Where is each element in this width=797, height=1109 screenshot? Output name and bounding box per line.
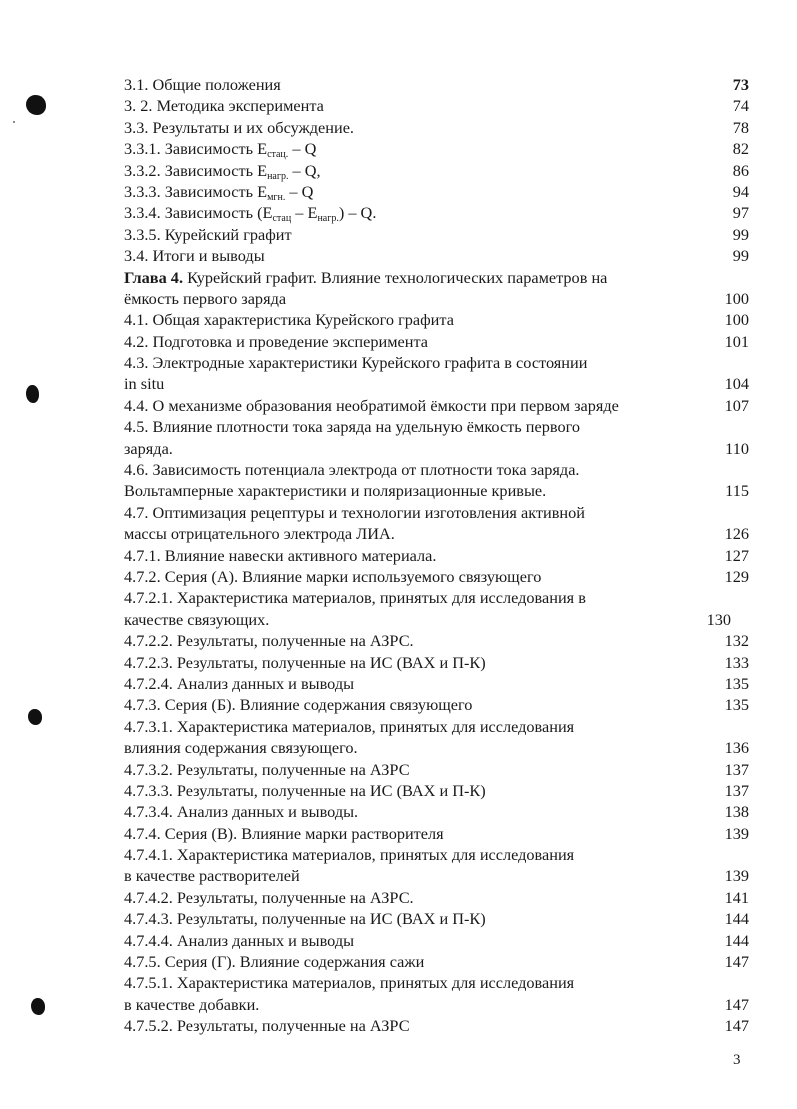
toc-entry-title: 4.7.5.1. Характеристика материалов, принятых для исследования bbox=[124, 973, 575, 993]
toc-entry-title: 4.6. Зависимость потенциала электрода от плотности тока заряда. bbox=[124, 460, 580, 480]
toc-entry-page: 97 bbox=[732, 203, 749, 223]
toc-entry-title: качестве связующих. bbox=[124, 609, 270, 629]
toc-entry-page: 139 bbox=[724, 866, 749, 886]
toc-entry-title: в качестве растворителей bbox=[124, 866, 300, 886]
toc-entry bbox=[124, 865, 749, 886]
toc-entry-title: 4.7.4.2. Результаты, полученные на АЗРС. bbox=[124, 887, 414, 907]
toc-entry-title: 4.5. Влияние плотности тока заряда на удельную ёмкость первого bbox=[124, 417, 581, 437]
scan-speck bbox=[13, 121, 15, 123]
toc-entry-title: Вольтамперные характеристики и поляризационные кривые. bbox=[124, 481, 547, 501]
toc-entry-title bbox=[124, 181, 313, 202]
toc-entry-page: 147 bbox=[724, 994, 749, 1014]
toc-entry-page: 115 bbox=[725, 481, 749, 501]
toc-entry bbox=[124, 930, 749, 951]
toc-chapter-heading bbox=[124, 267, 749, 288]
toc-entry-title: 4.7.3.1. Характеристика материалов, принятых для исследования bbox=[124, 716, 575, 736]
page-number: 3 bbox=[733, 1052, 741, 1068]
toc-entry bbox=[124, 844, 749, 865]
toc-entry bbox=[124, 438, 749, 459]
toc-entry bbox=[124, 331, 749, 352]
toc-entry-page: 104 bbox=[724, 374, 749, 394]
title-text: – Q, bbox=[288, 160, 321, 180]
title-text: – Q bbox=[288, 139, 317, 159]
toc-entry bbox=[124, 95, 749, 116]
toc-entry-title: 4.7.1. Влияние навески активного материала. bbox=[124, 545, 437, 565]
toc-entry bbox=[124, 566, 749, 587]
subscript: мгн. bbox=[267, 191, 286, 203]
toc-entry-page: 100 bbox=[724, 288, 749, 308]
toc-entry bbox=[124, 138, 749, 159]
toc-entry bbox=[124, 202, 749, 223]
toc-entry bbox=[124, 160, 749, 181]
toc-entry-page: 100 bbox=[724, 310, 749, 330]
toc-entry-page: 94 bbox=[732, 181, 749, 201]
toc-entry-title: 4.2. Подготовка и проведение эксперимента bbox=[124, 331, 429, 351]
toc-entry bbox=[124, 117, 749, 138]
toc-entry bbox=[124, 288, 749, 309]
toc-entry bbox=[124, 416, 749, 437]
toc-entry-page: 147 bbox=[724, 952, 749, 972]
toc-entry-page: 73 bbox=[732, 75, 749, 94]
toc-entry-title: 4.7.2.2. Результаты, полученные на АЗРС. bbox=[124, 631, 414, 651]
toc-entry-title: 4.7.3.2. Результаты, полученные на АЗРС bbox=[124, 759, 410, 779]
toc-entry-title: заряда. bbox=[124, 438, 173, 458]
toc-entry-title: в качестве добавки. bbox=[124, 994, 260, 1014]
toc-entry-title: 4.7. Оптимизация рецептуры и технологии изготовления активной bbox=[124, 502, 585, 522]
toc-entry-page: 136 bbox=[724, 738, 749, 758]
toc-entry-title: 4.1. Общая характеристика Курейского графита bbox=[124, 310, 454, 330]
toc-entry-page: 129 bbox=[724, 566, 749, 586]
title-text: 3.3.3. Зависимость E bbox=[124, 181, 268, 201]
subscript: нагр. bbox=[267, 170, 289, 182]
toc-entry bbox=[124, 823, 749, 844]
binder-hole-mark bbox=[28, 709, 42, 725]
toc-entry-title: 3.3. Результаты и их обсуждение. bbox=[124, 117, 354, 137]
toc-entry bbox=[124, 716, 749, 737]
binder-hole-mark bbox=[26, 95, 46, 115]
toc-entry bbox=[124, 1015, 749, 1036]
toc-entry-page: 133 bbox=[724, 652, 749, 672]
toc-entry-title: ёмкость первого заряда bbox=[124, 288, 287, 308]
toc-entry bbox=[124, 523, 749, 544]
toc-entry-title: 3.1. Общие положения bbox=[124, 75, 281, 94]
toc-entry-title: 4.7.2.4. Анализ данных и выводы bbox=[124, 673, 355, 693]
toc-entry bbox=[124, 74, 749, 95]
toc-entry-title: 4.7.5.2. Результаты, полученные на АЗРС bbox=[124, 1016, 410, 1036]
title-text: – E bbox=[291, 203, 318, 223]
toc-entry-page: 147 bbox=[724, 1016, 749, 1036]
toc-entry bbox=[124, 609, 749, 630]
title-text: 3.3.2. Зависимость E bbox=[124, 160, 268, 180]
toc-entry-title: 4.7.2.3. Результаты, полученные на ИС (ВАХ и П-К) bbox=[124, 652, 486, 672]
toc-entry-title: 4.7.5. Серия (Г). Влияние содержания сажи bbox=[124, 952, 425, 972]
toc-entry-page: 126 bbox=[724, 524, 749, 544]
toc-entry bbox=[124, 908, 749, 929]
toc-entry-title: 3.4. Итоги и выводы bbox=[124, 246, 265, 266]
toc-entry-title: 4.7.3. Серия (Б). Влияние содержания связующего bbox=[124, 695, 473, 715]
title-text: ) – Q. bbox=[338, 203, 377, 223]
toc-entry-title: in situ bbox=[124, 374, 165, 394]
toc-entry-page: 138 bbox=[724, 802, 749, 822]
title-text: 3.3.1. Зависимость E bbox=[124, 139, 268, 159]
toc-entry-page: 110 bbox=[725, 438, 749, 458]
toc-entry bbox=[124, 480, 749, 501]
toc-entry-page: 82 bbox=[732, 139, 749, 159]
toc-entry bbox=[124, 245, 749, 266]
toc-entry bbox=[124, 395, 749, 416]
toc-entry-title: массы отрицательного электрода ЛИА. bbox=[124, 524, 395, 544]
toc-entry-title: влияния содержания связующего. bbox=[124, 738, 358, 758]
subscript: стац. bbox=[267, 149, 289, 161]
toc-entry bbox=[124, 545, 749, 566]
toc-entry-page: 135 bbox=[724, 695, 749, 715]
toc-entry-page: 107 bbox=[724, 395, 749, 415]
toc-entry-page: 99 bbox=[732, 224, 749, 244]
subscript: нагр. bbox=[317, 213, 339, 225]
title-text: – Q bbox=[285, 181, 314, 201]
toc-entry-page: 137 bbox=[724, 759, 749, 779]
chapter-label: Глава 4. bbox=[124, 267, 184, 287]
toc-entry-page: 144 bbox=[724, 930, 749, 950]
toc-entry-page: 86 bbox=[732, 160, 749, 180]
toc-entry bbox=[124, 972, 749, 993]
toc-entry-page: 101 bbox=[724, 331, 749, 351]
table-of-contents bbox=[124, 74, 749, 1037]
toc-entry-title: 4.4. О механизме образования необратимой ёмкости при первом заряде bbox=[124, 395, 619, 415]
toc-entry-title: 4.7.4.1. Характеристика материалов, принятых для исследования bbox=[124, 845, 575, 865]
toc-entry-title: 4.3. Электродные характеристики Курейского графита в состоянии bbox=[124, 353, 588, 373]
toc-entry-title: 4.7.3.3. Результаты, полученные на ИС (ВАХ и П-К) bbox=[124, 780, 486, 800]
toc-entry bbox=[124, 373, 749, 394]
toc-entry bbox=[124, 352, 749, 373]
toc-entry-page: 144 bbox=[724, 909, 749, 929]
toc-entry bbox=[124, 694, 749, 715]
toc-entry-page: 74 bbox=[732, 96, 749, 116]
title-text: 3.3.4. Зависимость (E bbox=[124, 203, 273, 223]
toc-entry-title: 3.3.5. Курейский графит bbox=[124, 224, 292, 244]
toc-entry bbox=[124, 801, 749, 822]
toc-entry-title bbox=[124, 267, 607, 288]
toc-entry bbox=[124, 951, 749, 972]
toc-entry-title: 4.7.4.3. Результаты, полученные на ИС (ВАХ и П-К) bbox=[124, 909, 486, 929]
toc-entry bbox=[124, 759, 749, 780]
toc-entry-page: 78 bbox=[732, 117, 749, 137]
toc-entry bbox=[124, 780, 749, 801]
toc-entry-page: 139 bbox=[724, 823, 749, 843]
toc-entry bbox=[124, 887, 749, 908]
toc-entry-title: 4.7.4. Серия (В). Влияние марки растворителя bbox=[124, 823, 444, 843]
toc-entry bbox=[124, 459, 749, 480]
toc-entry-title: 4.7.2. Серия (А). Влияние марки используемого связующего bbox=[124, 566, 542, 586]
title-text: Курейский графит. Влияние технологических параметров на bbox=[183, 267, 608, 287]
toc-entry-page: 137 bbox=[724, 780, 749, 800]
toc-entry-title: 4.7.3.4. Анализ данных и выводы. bbox=[124, 802, 359, 822]
toc-entry bbox=[124, 652, 749, 673]
toc-entry-title: 4.7.4.4. Анализ данных и выводы bbox=[124, 930, 355, 950]
toc-entry-title bbox=[124, 138, 316, 159]
toc-entry-page: 127 bbox=[724, 545, 749, 565]
toc-entry bbox=[124, 994, 749, 1015]
toc-entry-title bbox=[124, 160, 321, 181]
toc-entry bbox=[124, 630, 749, 651]
toc-entry bbox=[124, 502, 749, 523]
toc-entry bbox=[124, 587, 749, 608]
toc-entry-page: 135 bbox=[724, 673, 749, 693]
toc-entry bbox=[124, 181, 749, 202]
toc-entry bbox=[124, 673, 749, 694]
toc-entry-page: 132 bbox=[724, 631, 749, 651]
toc-entry-page: 141 bbox=[724, 887, 749, 907]
toc-entry bbox=[124, 309, 749, 330]
toc-entry bbox=[124, 224, 749, 245]
toc-entry bbox=[124, 737, 749, 758]
binder-hole-mark bbox=[26, 385, 39, 403]
toc-entry-title: 4.7.2.1. Характеристика материалов, принятых для исследования в bbox=[124, 588, 586, 608]
subscript: стац bbox=[272, 213, 292, 225]
toc-entry-title bbox=[124, 202, 376, 223]
toc-entry-page: 99 bbox=[732, 246, 749, 266]
toc-entry-title: 3. 2. Методика эксперимента bbox=[124, 96, 324, 116]
toc-entry-page: 130 bbox=[706, 609, 731, 629]
binder-hole-mark bbox=[31, 998, 45, 1015]
